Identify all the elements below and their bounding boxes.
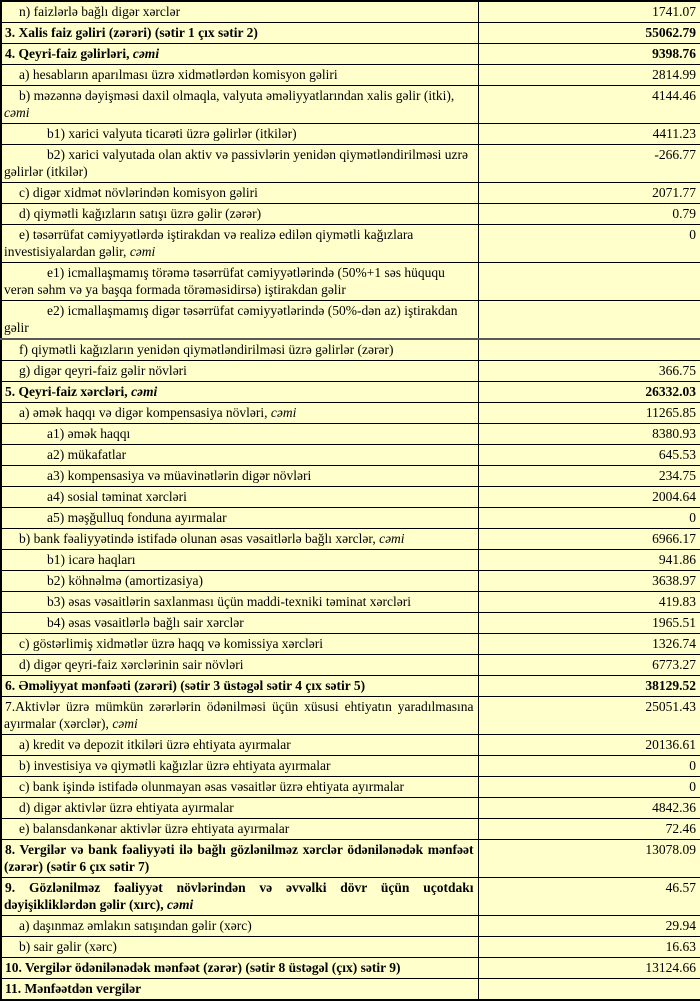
table-row	[1, 697, 700, 735]
table-row	[1, 634, 700, 655]
table-row	[1, 777, 700, 798]
table-row	[1, 403, 700, 424]
row-value: 11265.85	[478, 403, 700, 424]
row-label: b) bank fəaliyyətində istifadə olunan əsas vəsaitlərlə bağlı xərclər, cəmi	[1, 529, 478, 550]
table-row	[1, 86, 700, 124]
row-label: a) hesabların aparılması üzrə xidmətlərdən komisyon gəliri	[1, 65, 478, 86]
row-label: a) əmək haqqı və digər kompensasiya növləri, cəmi	[1, 403, 478, 424]
row-value: 1741.07	[478, 1, 700, 23]
table-row	[1, 958, 700, 979]
row-label: b3) əsas vəsaitlərin saxlanması üçün maddi-texniki təminat xərcləri	[1, 592, 478, 613]
row-value: 0	[478, 756, 700, 777]
table-row	[1, 145, 700, 183]
table-row	[1, 23, 700, 44]
row-label: c) digər xidmət növlərindən komisyon gəliri	[1, 183, 478, 204]
table-row	[1, 445, 700, 466]
row-label: f) qiymətli kağızların yenidən qiymətləndirilməsi üzrə gəlirlər (zərər)	[1, 339, 478, 361]
row-value: 941.86	[478, 550, 700, 571]
row-label: b) məzənnə dəyişməsi daxil olmaqla, valyuta əməliyyatlarından xalis gəlir (itki), cəmi	[1, 86, 478, 124]
row-label: 3. Xalis faiz gəliri (zərəri) (sətir 1 çıx sətir 2)	[1, 23, 478, 44]
row-value: 2004.64	[478, 487, 700, 508]
row-label: e1) icmallaşmamış törəmə təsərrüfat cəmiyyətlərində (50%+1 səs hüququ verən səhm və ya başqa formada törəməsidirsə) iştirakdan gəlir	[1, 263, 478, 301]
row-value	[478, 339, 700, 361]
row-value: 0	[478, 508, 700, 529]
table-row	[1, 204, 700, 225]
table-row	[1, 937, 700, 958]
table-row	[1, 44, 700, 65]
row-label-italic-suffix: cəmi	[4, 105, 30, 120]
row-value: 20136.61	[478, 735, 700, 756]
row-value	[478, 979, 700, 1001]
row-value: 4842.36	[478, 798, 700, 819]
table-row	[1, 592, 700, 613]
table-row	[1, 183, 700, 204]
row-label: 7.Aktivlər üzrə mümkün zərərlərin ödənilməsi üçün xüsusi ehtiyatın yaradılmasına ayırmalar (xərclər), cəmi	[1, 697, 478, 735]
row-value: 4411.23	[478, 124, 700, 145]
row-label-italic-suffix: cəmi	[112, 716, 138, 731]
row-value: 6773.27	[478, 655, 700, 676]
table-row	[1, 916, 700, 937]
row-value: 25051.43	[478, 697, 700, 735]
row-label-italic-suffix: cəmi	[132, 46, 160, 61]
table-row	[1, 798, 700, 819]
row-value: 38129.52	[478, 676, 700, 697]
row-value	[478, 301, 700, 340]
row-label: 8. Vergilər və bank fəaliyyəti ilə bağlı gözlənilməz xərclər ödənilənədək mənfəət (zərər) (sətir 6 çıx sətir 7)	[1, 840, 478, 878]
row-value: 2814.99	[478, 65, 700, 86]
table-row	[1, 979, 700, 1001]
row-label: 5. Qeyri-faiz xərcləri, cəmi	[1, 382, 478, 403]
row-value: 2071.77	[478, 183, 700, 204]
table-row	[1, 735, 700, 756]
row-label: d) digər aktivlər üzrə ehtiyata ayırmalar	[1, 798, 478, 819]
row-value: 55062.79	[478, 23, 700, 44]
table-row	[1, 487, 700, 508]
row-value: 0	[478, 777, 700, 798]
table-row	[1, 339, 700, 361]
row-label: c) göstərlimiş xidmətlər üzrə haqq və komissiya xərcləri	[1, 634, 478, 655]
table-row	[1, 225, 700, 263]
row-value: 13078.09	[478, 840, 700, 878]
row-value: 1326.74	[478, 634, 700, 655]
row-value: 26332.03	[478, 382, 700, 403]
table-row	[1, 466, 700, 487]
table-row	[1, 382, 700, 403]
table-row	[1, 655, 700, 676]
table-row	[1, 263, 700, 301]
row-label: a) kredit və depozit itkiləri üzrə ehtiyata ayırmalar	[1, 735, 478, 756]
table-row	[1, 124, 700, 145]
table-row	[1, 550, 700, 571]
table-row	[1, 301, 700, 340]
table-row	[1, 361, 700, 382]
table-row	[1, 613, 700, 634]
row-value	[478, 263, 700, 301]
row-label: g) digər qeyri-faiz gəlir növləri	[1, 361, 478, 382]
row-value: 0	[478, 225, 700, 263]
row-value: 234.75	[478, 466, 700, 487]
row-label-italic-suffix: cəmi	[167, 897, 194, 912]
row-label: a4) sosial təminat xərcləri	[1, 487, 478, 508]
row-label: b4) əsas vəsaitlərlə bağlı sair xərclər	[1, 613, 478, 634]
table-row	[1, 65, 700, 86]
row-label: d) digər qeyri-faiz xərclərinin sair növləri	[1, 655, 478, 676]
row-label: c) bank işində istifadə olunmayan əsas vəsaitlər üzrə ehtiyata ayırmalar	[1, 777, 478, 798]
table-row	[1, 819, 700, 840]
row-label: 10. Vergilər ödənilənədək mənfəət (zərər) (sətir 8 üstəgəl (çıx) sətir 9)	[1, 958, 478, 979]
row-label: a1) əmək haqqı	[1, 424, 478, 445]
row-value: 3638.97	[478, 571, 700, 592]
row-label: 11. Mənfəətdən vergilər	[1, 979, 478, 1001]
row-value: 46.57	[478, 878, 700, 916]
row-label: 9. Gözlənilməz fəaliyyət növlərindən və əvvəlki dövr üçün uçotdakı dəyişikliklərdən gəlir (xırc), cəmi	[1, 878, 478, 916]
row-label: b2) köhnəlmə (amortizasiya)	[1, 571, 478, 592]
table-row	[1, 676, 700, 697]
row-label: e) təsərrüfat cəmiyyətlərdə iştirakdan və realizə edilən qiymətli kağızlara investisiyalardan gəlir, cəmi	[1, 225, 478, 263]
row-label: a2) mükafatlar	[1, 445, 478, 466]
row-label: 4. Qeyri-faiz gəlirləri, cəmi	[1, 44, 478, 65]
table-row	[1, 508, 700, 529]
row-value: -266.77	[478, 145, 700, 183]
row-label-italic-suffix: cəmi	[379, 531, 405, 546]
row-label: d) qiymətli kağızların satışı üzrə gəlir (zərər)	[1, 204, 478, 225]
row-value: 9398.76	[478, 44, 700, 65]
row-label: b) investisiya və qiymətli kağızlar üzrə ehtiyata ayırmalar	[1, 756, 478, 777]
row-label-italic-suffix: cəmi	[270, 405, 297, 420]
row-label: a5) məşğulluq fonduna ayırmalar	[1, 508, 478, 529]
row-label: b2) xarici valyutada olan aktiv və passivlərin yenidən qiymətləndirilməsi uzrə gəlirlər (itkilər)	[1, 145, 478, 183]
row-value: 6966.17	[478, 529, 700, 550]
table-row	[1, 424, 700, 445]
row-value: 29.94	[478, 916, 700, 937]
table-row	[1, 878, 700, 916]
table-row	[1, 571, 700, 592]
row-label: e) balansdankənar aktivlər üzrə ehtiyata ayırmalar	[1, 819, 478, 840]
row-label: e2) icmallaşmamış digər təsərrüfat cəmiyyətlərində (50%-dən az) iştirakdan gəlir	[1, 301, 478, 340]
row-label: 6. Əməliyyat mənfəəti (zərəri) (sətir 3 üstəgəl sətir 4 çıx sətir 5)	[1, 676, 478, 697]
row-label-italic-suffix: cəmi	[131, 384, 158, 399]
row-label: a) daşınmaz əmlakın satışından gəlir (xərc)	[1, 916, 478, 937]
table-row	[1, 840, 700, 878]
table-row	[1, 529, 700, 550]
row-label: b) sair gəlir (xərc)	[1, 937, 478, 958]
row-value: 72.46	[478, 819, 700, 840]
row-label: b1) icarə haqları	[1, 550, 478, 571]
row-value: 13124.66	[478, 958, 700, 979]
table-row	[1, 756, 700, 777]
row-value: 16.63	[478, 937, 700, 958]
row-value: 366.75	[478, 361, 700, 382]
row-value: 4144.46	[478, 86, 700, 124]
table-row	[1, 1, 700, 23]
row-label: b1) xarici valyuta ticarəti üzrə gəlirlər (itkilər)	[1, 124, 478, 145]
income-statement-body	[1, 1, 700, 1000]
row-value: 8380.93	[478, 424, 700, 445]
row-value: 645.53	[478, 445, 700, 466]
row-value: 419.83	[478, 592, 700, 613]
row-label: a3) kompensasiya və müavinətlərin digər növləri	[1, 466, 478, 487]
row-value: 1965.51	[478, 613, 700, 634]
row-value: 0.79	[478, 204, 700, 225]
row-label: n) faizlərlə bağlı digər xərclər	[1, 1, 478, 23]
row-label-italic-suffix: cəmi	[129, 244, 156, 259]
